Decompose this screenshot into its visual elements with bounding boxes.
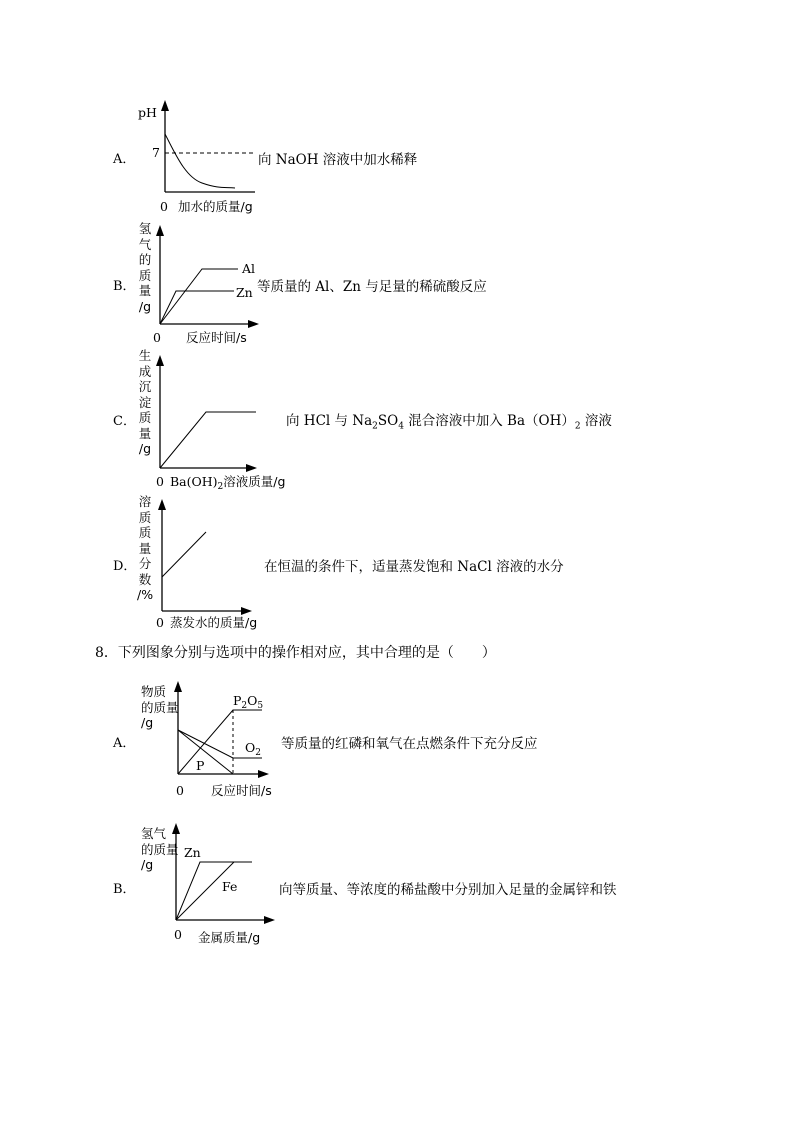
- ph-curve: [165, 134, 235, 188]
- q8-option-a-letter: A．: [113, 736, 136, 751]
- series-label-al: Al: [242, 261, 256, 276]
- q8b-y-axis-label: 氢气 的质量 /g: [141, 826, 179, 872]
- label-p: P: [196, 758, 205, 773]
- y-axis-label: pH: [138, 105, 157, 120]
- q8a-y-axis-label: 物质 的质量 /g: [141, 684, 179, 730]
- label-p2o5: $P_2O_5$: [233, 693, 264, 711]
- description-7a: 向 NaOH 溶液中加水稀释: [258, 152, 418, 168]
- q8-option-b-letter: B．: [113, 882, 136, 897]
- option-d-letter: D．: [113, 559, 137, 574]
- graph-7d: [150, 494, 280, 634]
- origin-label: 0: [156, 615, 164, 630]
- description-8b: 向等质量、等浓度的稀盐酸中分别加入足量的金属锌和铁: [279, 882, 617, 898]
- origin-label: 0: [153, 330, 161, 345]
- x-axis-label: 蒸发水的质量/g: [170, 615, 258, 630]
- x-axis-label: 反应时间/s: [211, 783, 272, 798]
- label-o2: $O_2$: [245, 740, 261, 758]
- graph-7c: [150, 348, 290, 493]
- option-c-letter: C．: [113, 414, 136, 429]
- y-axis-label-7c: 生 成 沉 淀 质 量 /g: [138, 348, 152, 456]
- x-axis-label: 反应时间/s: [186, 330, 247, 345]
- mass-fraction-line: [162, 532, 206, 577]
- y-tick-7: 7: [152, 145, 160, 160]
- precipitate-line: [160, 412, 256, 468]
- description-7b: 等质量的 Al、Zn 与足量的稀硫酸反应: [257, 279, 487, 295]
- zn-line: [176, 862, 252, 920]
- graph-7a: [130, 97, 270, 222]
- al-line: [160, 269, 238, 324]
- question-8-text: 8．下列图象分别与选项中的操作相对应，其中合理的是（ ）: [95, 645, 496, 661]
- origin-label: 0: [156, 474, 164, 489]
- option-b-letter: B．: [113, 279, 136, 294]
- origin-label: 0: [160, 199, 168, 214]
- graph-8b: [168, 818, 288, 948]
- zn-line: [160, 291, 234, 324]
- y-axis-label-7d: 溶 质 质 量 分 数 /%: [137, 494, 154, 602]
- series-label-fe: Fe: [222, 879, 238, 894]
- option-a-letter: A．: [113, 152, 136, 167]
- description-7c: 向 HCl 与 $Na_2SO_4$ 混合溶液中加入 $Ba(OH)_2$ 溶液: [286, 413, 612, 432]
- x-axis-label: $Ba(OH)_2$溶液质量/g: [170, 474, 286, 492]
- description-8a: 等质量的红磷和氧气在点燃条件下充分反应: [281, 736, 538, 752]
- y-axis-label-7b: 氢 气 的 质 量 /g: [138, 221, 152, 314]
- series-label-zn: Zn: [184, 845, 201, 860]
- origin-label: 0: [176, 783, 184, 798]
- description-7d: 在恒温的条件下，适量蒸发饱和 NaCl 溶液的水分: [264, 559, 564, 575]
- x-axis-label: 加水的质量/g: [178, 199, 253, 214]
- p-line: [178, 730, 233, 774]
- series-label-zn: Zn: [236, 285, 253, 300]
- origin-label: 0: [174, 927, 182, 942]
- x-axis-label: 金属质量/g: [198, 930, 261, 945]
